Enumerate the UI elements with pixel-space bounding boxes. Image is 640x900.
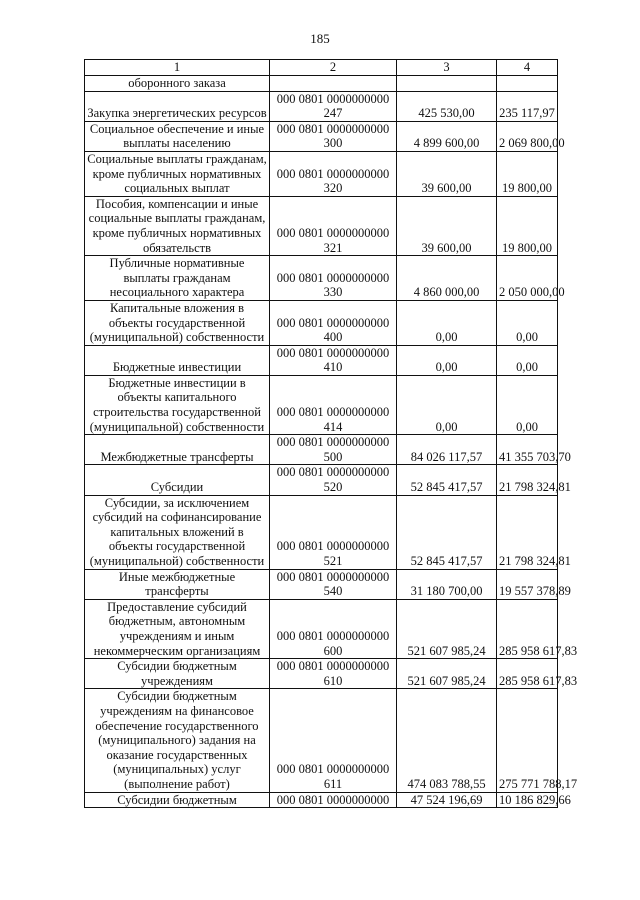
row-code: 000 0801 0000000000 321 xyxy=(270,196,397,255)
row-name: Субсидии, за исключением субсидий на софинансирование капитальных вложений в объекты государственной (муниципальной) собственности xyxy=(85,495,270,569)
row-value-col3: 0,00 xyxy=(397,300,497,345)
row-name: Социальное обеспечение и иные выплаты населению xyxy=(85,121,270,151)
row-name: Субсидии xyxy=(85,465,270,495)
row-value-col4: 19 557 378,89 xyxy=(497,569,558,599)
row-name: Иные межбюджетные трансферты xyxy=(85,569,270,599)
row-code: 000 0801 0000000000 xyxy=(270,792,397,808)
row-name: Субсидии бюджетным учреждениям xyxy=(85,659,270,689)
row-name: Публичные нормативные выплаты гражданам несоциального характера xyxy=(85,256,270,301)
row-value-col4: 21 798 324,81 xyxy=(497,495,558,569)
row-value-col3: 474 083 788,55 xyxy=(397,689,497,792)
row-code: 000 0801 0000000000 414 xyxy=(270,375,397,434)
row-value-col4: 285 958 617,83 xyxy=(497,599,558,658)
row-value-col3: 521 607 985,24 xyxy=(397,659,497,689)
row-value-col4: 0,00 xyxy=(497,345,558,375)
row-code: 000 0801 0000000000 610 xyxy=(270,659,397,689)
row-name: Закупка энергетических ресурсов xyxy=(85,91,270,121)
row-value-col3: 52 845 417,57 xyxy=(397,495,497,569)
table-row xyxy=(85,121,558,151)
row-value-col4: 41 355 703,70 xyxy=(497,435,558,465)
table-row xyxy=(85,345,558,375)
row-name: Бюджетные инвестиции xyxy=(85,345,270,375)
row-value-col3: 4 860 000,00 xyxy=(397,256,497,301)
table-row xyxy=(85,792,558,808)
row-value-col4: 2 050 000,00 xyxy=(497,256,558,301)
row-value-col4: 285 958 617,83 xyxy=(497,659,558,689)
row-value-col4: 275 771 788,17 xyxy=(497,689,558,792)
row-name: Субсидии бюджетным xyxy=(85,792,270,808)
row-value-col4: 19 800,00 xyxy=(497,196,558,255)
row-value-col3: 0,00 xyxy=(397,345,497,375)
row-value-col4: 21 798 324,81 xyxy=(497,465,558,495)
row-code: 000 0801 0000000000 600 xyxy=(270,599,397,658)
table-row xyxy=(85,435,558,465)
table-row xyxy=(85,375,558,434)
row-value-col3: 31 180 700,00 xyxy=(397,569,497,599)
page-number: 185 xyxy=(310,31,330,46)
table-row xyxy=(85,196,558,255)
row-name: Бюджетные инвестиции в объекты капитального строительства государственной (муниципальной) собственности xyxy=(85,375,270,434)
table-header-row xyxy=(85,60,558,76)
row-code: 000 0801 0000000000 521 xyxy=(270,495,397,569)
row-code: 000 0801 0000000000 540 xyxy=(270,569,397,599)
table-row xyxy=(85,569,558,599)
table-row xyxy=(85,599,558,658)
row-value-col4: 10 186 829,66 xyxy=(497,792,558,808)
row-code: 000 0801 0000000000 500 xyxy=(270,435,397,465)
row-name: Пособия, компенсации и иные социальные выплаты гражданам, кроме публичных нормативных обязательств xyxy=(85,196,270,255)
column-header: 3 xyxy=(397,60,497,76)
table-row xyxy=(85,151,558,196)
table-row xyxy=(85,495,558,569)
row-code: 000 0801 0000000000 247 xyxy=(270,91,397,121)
column-header: 2 xyxy=(270,60,397,76)
row-value-col4: 235 117,97 xyxy=(497,91,558,121)
row-code: 000 0801 0000000000 400 xyxy=(270,300,397,345)
continuation-row xyxy=(85,76,558,92)
row-code: 000 0801 0000000000 520 xyxy=(270,465,397,495)
budget-table xyxy=(84,59,578,808)
row-name: Межбюджетные трансферты xyxy=(85,435,270,465)
row-code: 000 0801 0000000000 300 xyxy=(270,121,397,151)
row-value-col3: 47 524 196,69 xyxy=(397,792,497,808)
row-code: 000 0801 0000000000 410 xyxy=(270,345,397,375)
row-value-col3: 4 899 600,00 xyxy=(397,121,497,151)
row-value-col3: 521 607 985,24 xyxy=(397,599,497,658)
row-value-col3: 39 600,00 xyxy=(397,196,497,255)
row-code: 000 0801 0000000000 330 xyxy=(270,256,397,301)
column-header: 1 xyxy=(85,60,270,76)
table-row xyxy=(85,689,558,792)
table-row xyxy=(85,465,558,495)
row-value-col4: 2 069 800,00 xyxy=(497,121,558,151)
row-code: 000 0801 0000000000 611 xyxy=(270,689,397,792)
row-value-col3: 52 845 417,57 xyxy=(397,465,497,495)
row-value-col4: 0,00 xyxy=(497,375,558,434)
row-name: Субсидии бюджетным учреждениям на финансовое обеспечение государственного (муниципального) задания на оказание государственных (муниципальных) услуг (выполнение работ) xyxy=(85,689,270,792)
column-header: 4 xyxy=(497,60,558,76)
row-value-col3: 84 026 117,57 xyxy=(397,435,497,465)
row-code: 000 0801 0000000000 320 xyxy=(270,151,397,196)
table-row xyxy=(85,91,558,121)
row-value-col4: 0,00 xyxy=(497,300,558,345)
row-name: Социальные выплаты гражданам, кроме публичных нормативных социальных выплат xyxy=(85,151,270,196)
row-value-col3: 39 600,00 xyxy=(397,151,497,196)
row-name: Капитальные вложения в объекты государственной (муниципальной) собственности xyxy=(85,300,270,345)
table-row xyxy=(85,256,558,301)
row-name: оборонного заказа xyxy=(85,76,270,92)
table-row xyxy=(85,300,558,345)
row-name: Предоставление субсидий бюджетным, автономным учреждениям и иным некоммерческим организациям xyxy=(85,599,270,658)
row-value-col3: 425 530,00 xyxy=(397,91,497,121)
row-value-col3: 0,00 xyxy=(397,375,497,434)
row-value-col4: 19 800,00 xyxy=(497,151,558,196)
table-row xyxy=(85,659,558,689)
